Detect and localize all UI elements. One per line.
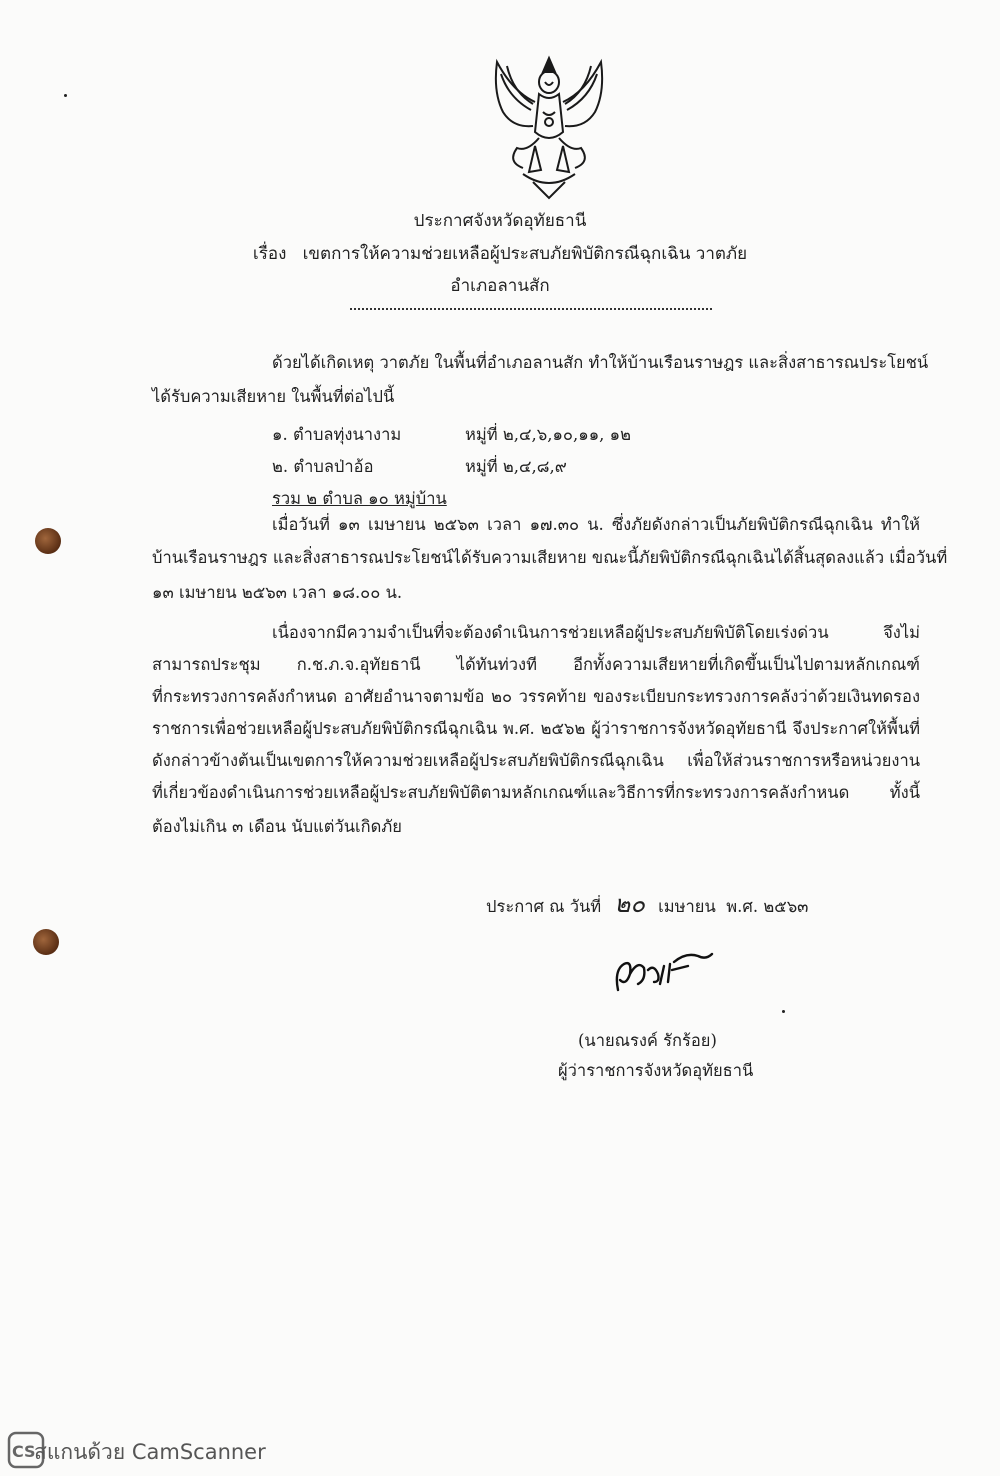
paragraph-1-line: ด้วยได้เกิดเหตุ วาตภัย ในพื้นที่อำเภอลานสัก ทำให้บ้านเรือนราษฎร และสิ่งสาธารณประโยชน์ xyxy=(272,353,929,372)
paragraph-3-line: ราชการเพื่อช่วยเหลือผู้ประสบภัยพิบัติกรณีฉุกเฉิน พ.ศ. ๒๕๖๒ ผู้ว่าราชการจังหวัดอุทัยธานี จึงประกาศให้พื้นที่ xyxy=(152,719,920,738)
subject-text: เขตการให้ความช่วยเหลือผู้ประสบภัยพิบัติกรณีฉุกเฉิน วาตภัย xyxy=(302,244,748,264)
paragraph-1-line: ได้รับความเสียหาย ในพื้นที่ต่อไปนี้ xyxy=(152,387,395,406)
paragraph-2-line: บ้านเรือนราษฎร และสิ่งสาธารณประโยชน์ได้รับความเสียหาย ขณะนี้ภัยพิบัติกรณีฉุกเฉินได้สิ้นสุดลงแล้ว เมื่อวันที่ xyxy=(152,548,948,567)
date-year: ๒๕๖๓ xyxy=(763,897,809,916)
paragraph-2-line: ๑๓ เมษายน ๒๕๖๓ เวลา ๑๘.๐๐ น. xyxy=(152,583,403,602)
paragraph-3-line: สามารถประชุม ก.ช.ภ.จ.อุทัยธานี ได้ทันท่วงที อีกทั้งความเสียหายที่เกิดขึ้นเป็นไปตามหลักเกณฑ์ xyxy=(152,655,920,674)
handwritten-signature xyxy=(608,930,718,1010)
signer-name: (นายณรงค์ รักร้อย) xyxy=(578,1031,717,1050)
announcement-title: ประกาศจังหวัดอุทัยธานี xyxy=(413,211,587,231)
paragraph-3-line: ที่กระทรวงการคลังกำหนด อาศัยอำนาจตามข้อ ๒๐ วรรคท้าย ของระเบียบกระทรวงการคลังว่าด้วยเงินทดรอง xyxy=(152,687,920,706)
paragraph-3-line: ต้องไม่เกิน ๓ เดือน นับแต่วันเกิดภัย xyxy=(152,817,402,836)
date-month: เมษายน xyxy=(658,897,716,916)
paragraph-3-line: เนื่องจากมีความจำเป็นที่จะต้องดำเนินการช่วยเหลือผู้ประสบภัยพิบัติโดยเร่งด่วน จึงไม่ xyxy=(272,623,920,642)
punch-hole xyxy=(35,528,61,554)
camscanner-watermark: สแกนด้วย CamScanner xyxy=(34,1440,266,1464)
svg-text:CS: CS xyxy=(12,1442,36,1461)
scan-speck xyxy=(64,94,67,97)
area-total: รวม ๒ ตำบล ๑๐ หมู่บ้าน xyxy=(272,489,447,508)
paragraph-2-line: เมื่อวันที่ ๑๓ เมษายน ๒๕๖๓ เวลา ๑๗.๓๐ น. ซึ่งภัยดังกล่าวเป็นภัยพิบัติกรณีฉุกเฉิน ทำให้ xyxy=(272,515,920,534)
district-line: อำเภอลานสัก xyxy=(450,276,550,296)
area-subdistrict: ๑. ตำบลทุ่งนางาม xyxy=(272,425,402,444)
scan-speck xyxy=(782,1010,785,1013)
signer-title: ผู้ว่าราชการจังหวัดอุทัยธานี xyxy=(558,1061,754,1080)
garuda-emblem xyxy=(483,52,615,202)
punch-hole xyxy=(33,929,59,955)
date-year-label: พ.ศ. xyxy=(726,897,759,916)
area-villages: หมู่ที่ ๒,๔,๖,๑๐,๑๑, ๑๒ xyxy=(465,425,632,444)
area-villages: หมู่ที่ ๒,๔,๘,๙ xyxy=(465,457,567,476)
subject-line xyxy=(0,240,1000,267)
paragraph-3-line: ที่เกี่ยวข้องดำเนินการช่วยเหลือผู้ประสบภัยพิบัติตามหลักเกณฑ์และวิธีการที่กระทรวงการคลังกำหนด ทั้งนี้ xyxy=(152,783,920,802)
date-prefix: ประกาศ ณ วันที่ xyxy=(486,897,602,916)
date-day: ๒๐ xyxy=(614,890,645,918)
area-subdistrict: ๒. ตำบลป่าอ้อ xyxy=(272,457,374,476)
paragraph-3-line: ดังกล่าวข้างต้นเป็นเขตการให้ความช่วยเหลือผู้ประสบภัยพิบัติกรณีฉุกเฉิน เพื่อให้ส่วนราชการหรือหน่วยงาน xyxy=(152,751,920,770)
subject-label: เรื่อง xyxy=(252,244,287,264)
separator-dotted-line xyxy=(350,308,712,310)
announcement-date xyxy=(486,884,808,923)
